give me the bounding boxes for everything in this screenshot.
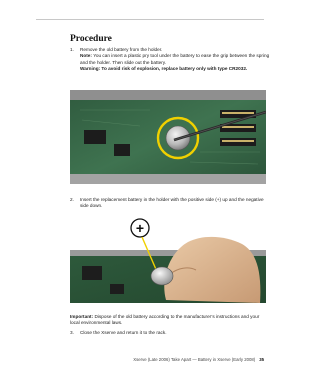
- step-number: 3.: [70, 330, 74, 335]
- page-number: 35: [259, 357, 264, 362]
- note-text: You can insert a plastic pry tool under the battery to ease the grip between the spring and the holder. Then slide out the battery.: [80, 53, 270, 65]
- section-heading: Procedure: [70, 34, 112, 44]
- step-text: Insert the replacement battery in the holder with the positive side (+) up and the negative side down.: [80, 197, 264, 209]
- important-note: [70, 314, 270, 327]
- top-rule: [36, 19, 264, 20]
- step-text: Close the Xserve and return it to the rack.: [80, 330, 167, 335]
- important-label: Important:: [70, 314, 94, 319]
- step-note: [80, 53, 270, 66]
- plus-sign: +: [135, 220, 145, 236]
- step-number: 2.: [70, 197, 74, 202]
- important-text: Dispose of the old battery according to the manufacturer’s instructions and your local environmental laws.: [70, 314, 260, 326]
- page-footer: [118, 357, 264, 362]
- step-text: Remove the old battery from the holder.: [80, 47, 163, 52]
- footer-text: Xserve (Late 2006) Take Apart — Battery in Xserve (Early 2008): [133, 357, 256, 362]
- step-number: 1.: [70, 47, 74, 52]
- warning-text: Warning: To avoid risk of explosion, replace battery only with type CR2032.: [80, 66, 248, 72]
- battery-removal-photo: [70, 90, 266, 184]
- battery-insertion-photo: [70, 214, 266, 303]
- note-label: Note:: [80, 53, 92, 59]
